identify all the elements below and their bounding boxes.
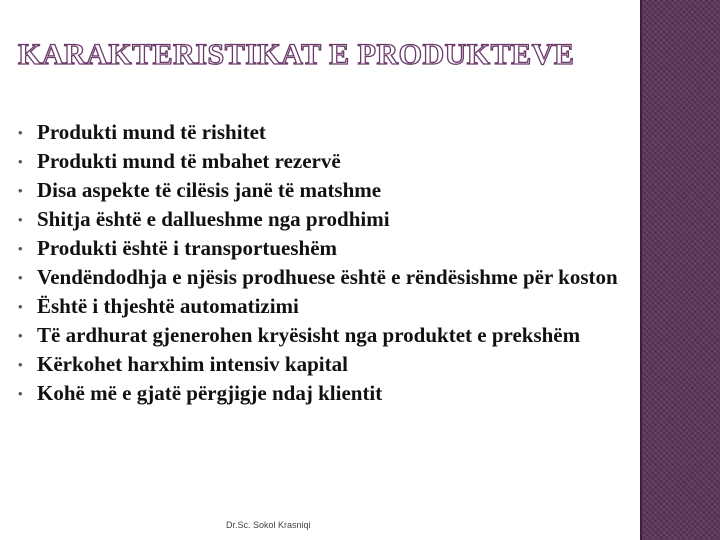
list-item [18,292,643,321]
list-item-text: Të ardhurat gjenerohen kryësisht nga produktet e prekshëm [37,323,581,347]
bullet-icon: • [18,241,23,256]
bullet-icon: • [18,328,23,343]
list-item-text: Produkti mund të mbahet rezervë [37,149,341,173]
list-item-text: Produkti është i transportueshëm [37,236,338,260]
slide-title: KARAKTERISTIKAT E PRODUKTEVE [18,38,575,71]
bullet-list [18,118,643,408]
bullet-icon: • [18,125,23,140]
list-item [18,205,643,234]
list-item [18,234,643,263]
bullet-icon: • [18,357,23,372]
list-item-text: Disa aspekte të cilësis janë të matshme [37,178,382,202]
list-item [18,350,643,379]
list-item-text: Produkti mund të rishitet [37,120,266,144]
list-item-text: Shitja është e dallueshme nga prodhimi [37,207,390,231]
list-item-text: Kohë më e gjatë përgjigje ndaj klientit [37,381,383,405]
footer-author: Dr.Sc. Sokol Krasniqi [226,520,311,530]
list-item [18,176,643,205]
list-item-text: Është i thjeshtë automatizimi [37,294,299,318]
list-item [18,321,643,350]
list-item-text: Vendëndodhja e njësis prodhuese është e rëndësishme për koston [37,265,618,289]
list-item [18,379,643,408]
bullet-icon: • [18,212,23,227]
list-item-text: Kërkohet harxhim intensiv kapital [37,352,348,376]
bullet-icon: • [18,386,23,401]
bullet-icon: • [18,270,23,285]
bullet-icon: • [18,154,23,169]
list-item [18,118,643,147]
bullet-icon: • [18,183,23,198]
bullet-icon: • [18,299,23,314]
list-item [18,263,643,292]
list-item [18,147,643,176]
decorative-sidebar [640,0,720,540]
